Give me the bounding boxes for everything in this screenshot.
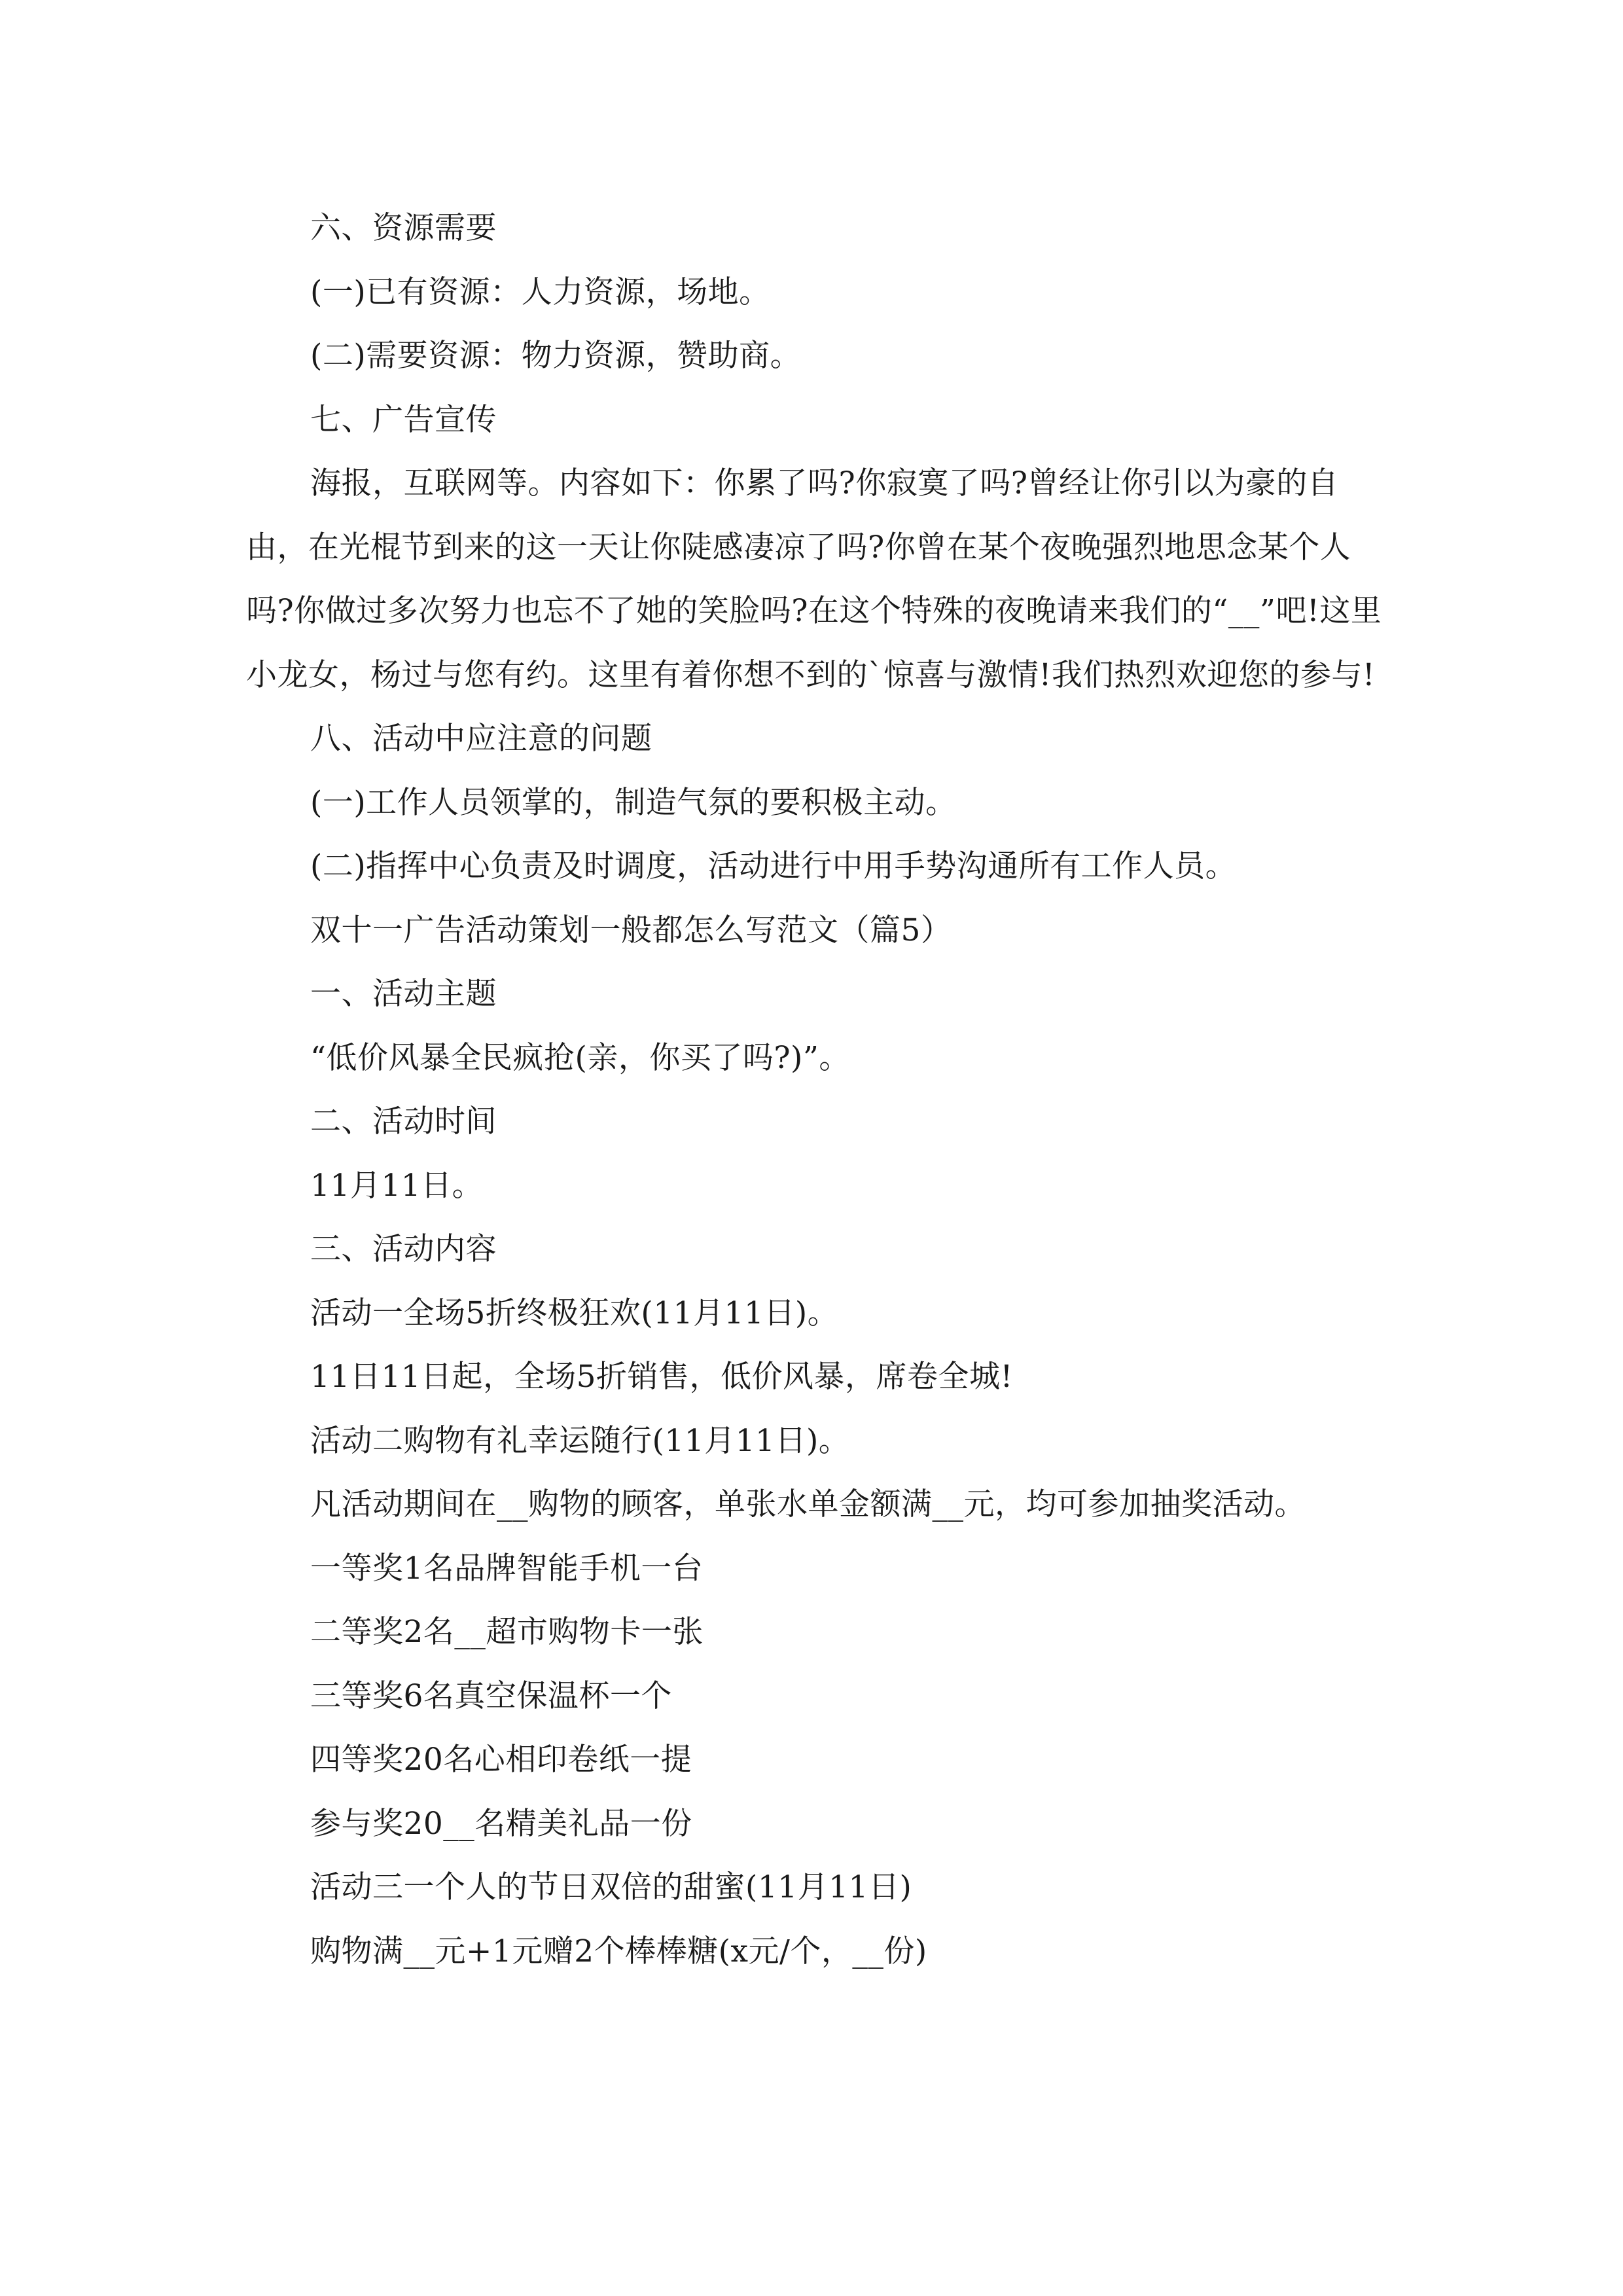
paragraph-activity-three-detail: 购物满__元+1元赠2个棒棒糖(x元/个，__份) (310, 1933, 927, 1969)
paragraph-activity-date: 11月11日。 (310, 1167, 484, 1204)
prize-third: 三等奖6名真空保温杯一个 (310, 1677, 672, 1714)
prize-second: 二等奖2名__超市购物卡一张 (310, 1614, 704, 1650)
prize-first: 一等奖1名品牌智能手机一台 (310, 1550, 704, 1587)
heading-activity-content: 三、活动内容 (310, 1231, 497, 1267)
paragraph-activity-two-detail: 凡活动期间在__购物的顾客，单张水单金额满__元，均可参加抽奖活动。 (310, 1486, 1306, 1522)
paragraph-activity-one: 活动一全场5折终极狂欢(11月11日)。 (310, 1295, 839, 1331)
heading-activity-time: 二、活动时间 (310, 1103, 497, 1139)
prize-participation: 参与奖20__名精美礼品一份 (310, 1805, 692, 1842)
paragraph-activity-two: 活动二购物有礼幸运随行(11月11日)。 (310, 1422, 850, 1459)
section-title-part-5: 双十一广告活动策划一般都怎么写范文（篇5） (310, 912, 952, 948)
document-body (246, 196, 1398, 1983)
paragraph-staff-note: (一)工作人员领掌的，制造气氛的要积极主动。 (310, 784, 957, 821)
heading-advertising: 七、广告宣传 (310, 401, 497, 438)
heading-notes: 八、活动中应注意的问题 (310, 721, 652, 757)
paragraph-command-note: (二)指挥中心负责及时调度，活动进行中用手势沟通所有工作人员。 (310, 848, 1237, 884)
paragraph-theme-slogan: “低价风暴全民疯抢(亲，你买了吗?)”。 (310, 1039, 850, 1076)
paragraph-activity-three: 活动三一个人的节日双倍的甜蜜(11月11日) (310, 1869, 912, 1905)
paragraph-existing-resources: (一)已有资源：人力资源，场地。 (310, 274, 770, 310)
paragraph-activity-one-detail: 11日11日起，全场5折销售，低价风暴，席卷全城! (310, 1359, 1013, 1395)
prize-fourth: 四等奖20名心相印卷纸一提 (310, 1742, 692, 1778)
paragraph-required-resources: (二)需要资源：物力资源，赞助商。 (310, 338, 802, 374)
paragraph-advertising-content: 海报，互联网等。内容如下：你累了吗?你寂寞了吗?曾经让你引以为豪的自由，在光棍节到来的这一天让你陡感凄凉了吗?你曾在某个夜晚强烈地思念某个人吗?你做过多次努力也忘不了她的笑脸吗?在这个特殊的夜晚请来我们的“__”吧!这里小龙女，杨过与您有约。这里有着你想不到的`惊喜与激情!我们热烈欢迎您的参与! (246, 465, 1382, 693)
heading-resources-needed: 六、资源需要 (310, 210, 497, 246)
heading-activity-theme: 一、活动主题 (310, 976, 497, 1012)
